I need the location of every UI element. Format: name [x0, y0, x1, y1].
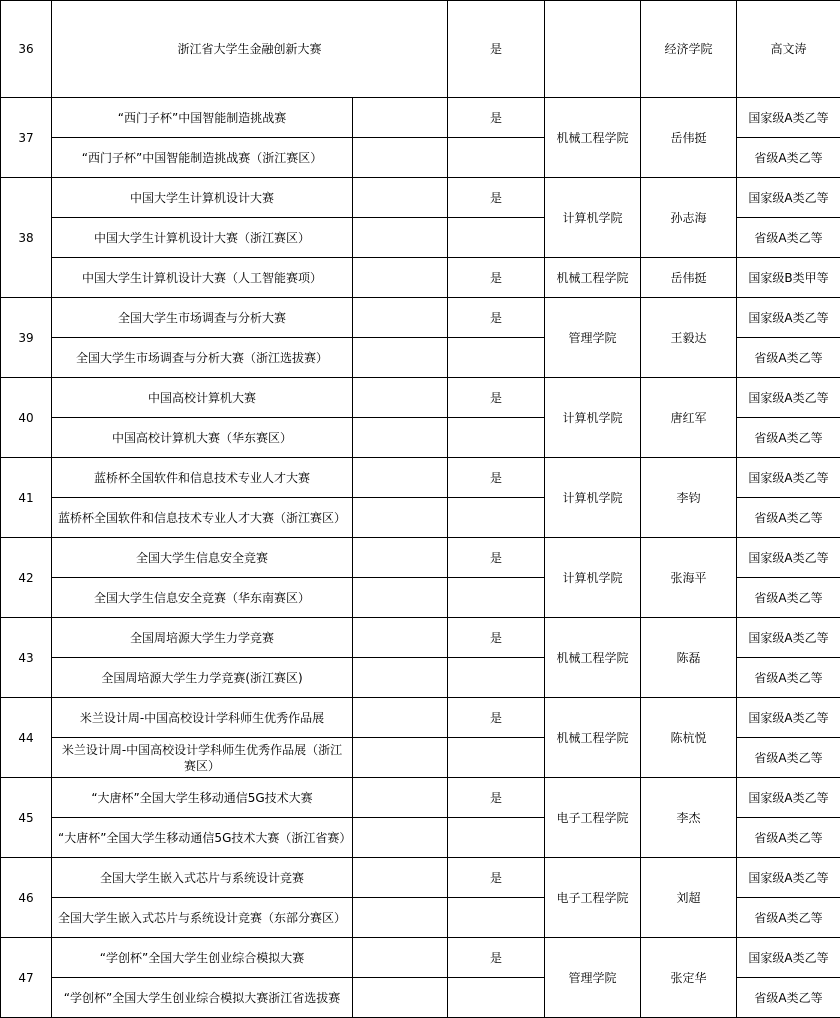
contact-person[interactable]: 王毅达	[641, 298, 737, 378]
competition-name[interactable]: “西门子杯”中国智能制造挑战赛	[52, 98, 353, 138]
recommend-flag[interactable]: 是	[448, 538, 545, 578]
table-row	[1, 378, 840, 418]
spacer-cell[interactable]	[353, 458, 448, 498]
row-number[interactable]: 46	[1, 858, 52, 938]
competition-level[interactable]: 省级A类乙等	[737, 978, 840, 1018]
spacer-cell[interactable]	[353, 378, 448, 418]
spacer-cell[interactable]	[353, 578, 448, 618]
row-number[interactable]: 37	[1, 98, 52, 178]
competition-name[interactable]: 全国大学生信息安全竞赛	[52, 538, 353, 578]
competition-name[interactable]: 全国大学生信息安全竞赛（华东南赛区）	[52, 578, 353, 618]
contact-person[interactable]: 高文涛	[737, 1, 840, 98]
competition-level[interactable]: 省级A类乙等	[737, 498, 840, 538]
recommend-flag[interactable]	[448, 658, 545, 698]
competition-name[interactable]: 米兰设计周-中国高校设计学科师生优秀作品展	[52, 698, 353, 738]
spacer-cell[interactable]	[353, 938, 448, 978]
competition-level[interactable]: 省级A类乙等	[737, 338, 840, 378]
college-name[interactable]: 计算机学院	[545, 538, 641, 618]
college-name[interactable]: 机械工程学院	[545, 258, 641, 298]
college-name[interactable]: 管理学院	[545, 938, 641, 1018]
competition-name[interactable]: 蓝桥杯全国软件和信息技术专业人才大赛（浙江赛区）	[52, 498, 353, 538]
table-row	[1, 778, 840, 818]
spacer-cell[interactable]	[353, 498, 448, 538]
row-number[interactable]: 36	[1, 1, 52, 98]
college-name[interactable]: 计算机学院	[545, 458, 641, 538]
competition-name[interactable]: “大唐杯”全国大学生移动通信5G技术大赛	[52, 778, 353, 818]
spacer-cell[interactable]	[353, 978, 448, 1018]
spacer-cell[interactable]	[353, 98, 448, 138]
spacer-cell[interactable]	[353, 178, 448, 218]
table-row	[1, 178, 840, 218]
college-name[interactable]: 机械工程学院	[545, 618, 641, 698]
spacer-cell[interactable]	[353, 538, 448, 578]
recommend-flag[interactable]	[448, 978, 545, 1018]
recommend-flag[interactable]: 是	[448, 458, 545, 498]
recommend-flag[interactable]: 是	[448, 178, 545, 218]
spacer-cell[interactable]	[353, 298, 448, 338]
table-row	[1, 1, 840, 98]
contact-person[interactable]: 陈磊	[641, 618, 737, 698]
recommend-flag[interactable]	[448, 818, 545, 858]
college-name[interactable]: 管理学院	[545, 298, 641, 378]
row-number[interactable]: 45	[1, 778, 52, 858]
row-number[interactable]: 40	[1, 378, 52, 458]
spacer-cell[interactable]	[353, 778, 448, 818]
competition-name[interactable]: 米兰设计周-中国高校设计学科师生优秀作品展（浙江赛区）	[52, 738, 353, 778]
recommend-flag[interactable]: 是	[448, 938, 545, 978]
table-row	[1, 698, 840, 738]
contact-person[interactable]: 李杰	[641, 778, 737, 858]
competition-level[interactable]: 省级A类乙等	[737, 658, 840, 698]
college-name[interactable]: 计算机学院	[545, 178, 641, 258]
competition-name[interactable]: 全国大学生市场调查与分析大赛	[52, 298, 353, 338]
recommend-flag[interactable]: 是	[448, 98, 545, 138]
competition-level[interactable]: 国家级A类乙等	[737, 378, 840, 418]
row-number[interactable]: 42	[1, 538, 52, 618]
competition-level[interactable]: 国家级A类乙等	[737, 538, 840, 578]
recommend-flag[interactable]: 是	[448, 698, 545, 738]
spacer-cell[interactable]	[353, 138, 448, 178]
recommend-flag[interactable]	[448, 578, 545, 618]
competition-name[interactable]: 蓝桥杯全国软件和信息技术专业人才大赛	[52, 458, 353, 498]
contact-person[interactable]: 张海平	[641, 538, 737, 618]
table-body	[1, 1, 840, 1018]
row-number[interactable]: 39	[1, 298, 52, 378]
competition-level[interactable]: 省级A类乙等	[737, 578, 840, 618]
competition-name[interactable]: “大唐杯”全国大学生移动通信5G技术大赛（浙江省赛）	[52, 818, 353, 858]
contact-person[interactable]: 李钧	[641, 458, 737, 538]
competition-name[interactable]: “学创杯”全国大学生创业综合模拟大赛	[52, 938, 353, 978]
spacer-cell[interactable]	[353, 218, 448, 258]
competition-name[interactable]: 浙江省大学生金融创新大赛	[52, 1, 448, 98]
row-number[interactable]: 44	[1, 698, 52, 778]
contact-person[interactable]: 唐红军	[641, 378, 737, 458]
row-number[interactable]: 47	[1, 938, 52, 1018]
recommend-flag[interactable]	[448, 338, 545, 378]
competition-name[interactable]: 中国大学生计算机设计大赛（浙江赛区）	[52, 218, 353, 258]
competition-level[interactable]: 国家级B类甲等	[737, 258, 840, 298]
competition-name[interactable]: 全国大学生嵌入式芯片与系统设计竞赛	[52, 858, 353, 898]
college-name[interactable]: 计算机学院	[545, 378, 641, 458]
recommend-flag[interactable]: 是	[448, 1, 545, 98]
spacer-cell[interactable]	[353, 338, 448, 378]
contact-person[interactable]: 孙志海	[641, 178, 737, 258]
table-row	[1, 98, 840, 138]
college-name[interactable]: 电子工程学院	[545, 858, 641, 938]
spacer-cell[interactable]	[353, 818, 448, 858]
competition-level[interactable]: 省级A类乙等	[737, 418, 840, 458]
spacer-cell[interactable]	[353, 258, 448, 298]
competition-level[interactable]: 省级A类乙等	[737, 818, 840, 858]
competition-name[interactable]: 全国大学生市场调查与分析大赛（浙江选拔赛）	[52, 338, 353, 378]
competition-name[interactable]: “学创杯”全国大学生创业综合模拟大赛浙江省选拔赛	[52, 978, 353, 1018]
competition-level[interactable]: 国家级A类乙等	[737, 298, 840, 338]
contact-person[interactable]: 岳伟挺	[641, 258, 737, 298]
recommend-flag[interactable]: 是	[448, 298, 545, 338]
competition-level[interactable]: 省级A类乙等	[737, 898, 840, 938]
competition-name[interactable]: 全国周培源大学生力学竞赛	[52, 618, 353, 658]
contact-person[interactable]: 陈杭悦	[641, 698, 737, 778]
row-number[interactable]: 41	[1, 458, 52, 538]
competition-level[interactable]: 国家级A类乙等	[737, 178, 840, 218]
competition-level[interactable]: 国家级A类乙等	[737, 698, 840, 738]
filler-cell[interactable]	[545, 1, 641, 98]
spacer-cell[interactable]	[353, 618, 448, 658]
competition-level[interactable]: 省级A类乙等	[737, 218, 840, 258]
competition-name[interactable]: 中国高校计算机大赛	[52, 378, 353, 418]
recommend-flag[interactable]	[448, 738, 545, 778]
competition-level[interactable]: 国家级A类乙等	[737, 858, 840, 898]
recommend-flag[interactable]: 是	[448, 378, 545, 418]
competition-level[interactable]: 省级A类乙等	[737, 138, 840, 178]
competition-name[interactable]: 全国大学生嵌入式芯片与系统设计竞赛（东部分赛区）	[52, 898, 353, 938]
row-number[interactable]: 38	[1, 178, 52, 298]
recommend-flag[interactable]: 是	[448, 258, 545, 298]
competition-name[interactable]: 全国周培源大学生力学竞赛(浙江赛区)	[52, 658, 353, 698]
contact-person[interactable]: 岳伟挺	[641, 98, 737, 178]
recommend-flag[interactable]: 是	[448, 778, 545, 818]
spacer-cell[interactable]	[353, 858, 448, 898]
competition-level[interactable]: 省级A类乙等	[737, 738, 840, 778]
college-name[interactable]: 机械工程学院	[545, 98, 641, 178]
table-row	[1, 618, 840, 658]
college-name[interactable]: 电子工程学院	[545, 778, 641, 858]
recommend-flag[interactable]	[448, 498, 545, 538]
competition-name[interactable]: 中国大学生计算机设计大赛（人工智能赛项）	[52, 258, 353, 298]
competition-level[interactable]: 国家级A类乙等	[737, 458, 840, 498]
competition-level[interactable]: 国家级A类乙等	[737, 618, 840, 658]
competition-level[interactable]: 国家级A类乙等	[737, 778, 840, 818]
recommend-flag[interactable]: 是	[448, 858, 545, 898]
row-number[interactable]: 43	[1, 618, 52, 698]
competition-level[interactable]: 国家级A类乙等	[737, 938, 840, 978]
table-row	[1, 538, 840, 578]
recommend-flag[interactable]	[448, 418, 545, 458]
table-row	[1, 938, 840, 978]
spacer-cell[interactable]	[353, 898, 448, 938]
college-name[interactable]: 经济学院	[641, 1, 737, 98]
spacer-cell[interactable]	[353, 658, 448, 698]
competition-name[interactable]: “西门子杯”中国智能制造挑战赛（浙江赛区）	[52, 138, 353, 178]
recommend-flag[interactable]	[448, 218, 545, 258]
recommend-flag[interactable]: 是	[448, 618, 545, 658]
spacer-cell[interactable]	[353, 698, 448, 738]
competition-name[interactable]: 中国高校计算机大赛（华东赛区）	[52, 418, 353, 458]
spacer-cell[interactable]	[353, 738, 448, 778]
recommend-flag[interactable]	[448, 138, 545, 178]
recommend-flag[interactable]	[448, 898, 545, 938]
contact-person[interactable]: 刘超	[641, 858, 737, 938]
spacer-cell[interactable]	[353, 418, 448, 458]
contact-person[interactable]: 张定华	[641, 938, 737, 1018]
table-row	[1, 258, 840, 298]
table-row	[1, 458, 840, 498]
college-name[interactable]: 机械工程学院	[545, 698, 641, 778]
table-row	[1, 858, 840, 898]
competition-name[interactable]: 中国大学生计算机设计大赛	[52, 178, 353, 218]
competition-level[interactable]: 国家级A类乙等	[737, 98, 840, 138]
table-row	[1, 298, 840, 338]
